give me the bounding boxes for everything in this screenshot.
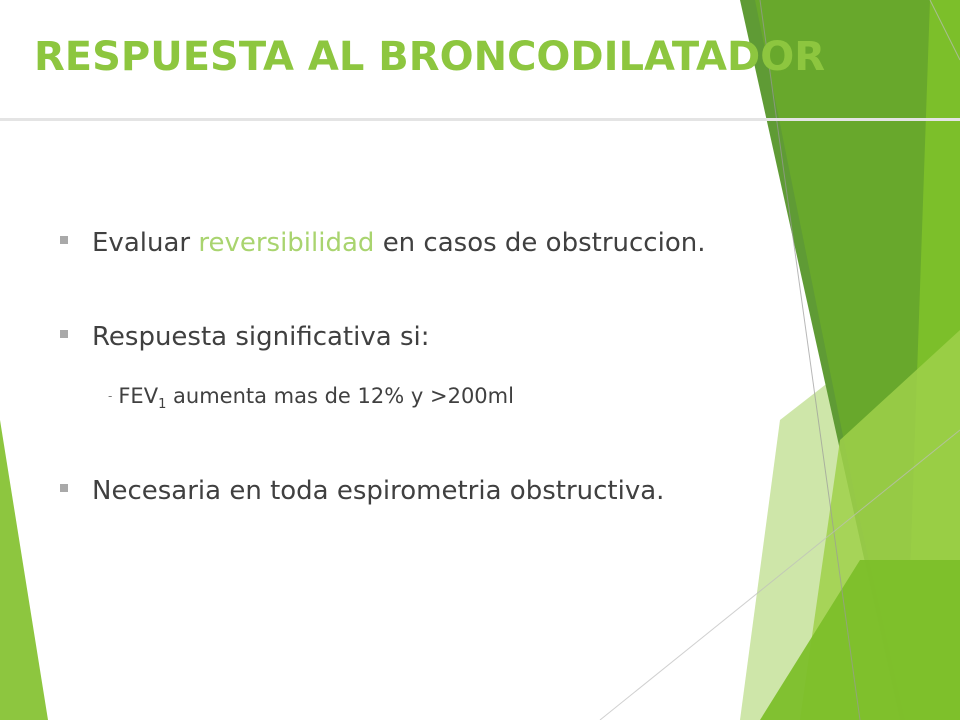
title-divider (0, 118, 960, 121)
bullet-marker-icon (60, 484, 68, 492)
bullet-marker-icon (60, 330, 68, 338)
bullet-evaluar (60, 228, 705, 258)
bullet-text: Respuesta significativa si: (92, 322, 430, 352)
fev-subscript: 1 (158, 397, 167, 413)
bullet-text-post: en casos de obstruccion. (382, 228, 706, 258)
bullet-necesaria (60, 476, 664, 506)
bullet-text: Necesaria en toda espirometria obstructiva. (92, 476, 665, 506)
subbullet-text: aumenta mas de 12% y >200ml (166, 384, 514, 408)
bullet-text-pre: Evaluar (92, 228, 199, 258)
subbullet-dash: - (108, 389, 113, 403)
highlighted-term: reversibilidad (198, 228, 383, 258)
deco-left-shard (0, 420, 48, 720)
fev-label: FEV (118, 384, 159, 408)
subbullet-fev (108, 384, 514, 412)
bullet-respuesta (60, 322, 429, 352)
bullet-marker-icon (60, 236, 68, 244)
slide-title: RESPUESTA AL BRONCODILATADOR (34, 34, 825, 80)
